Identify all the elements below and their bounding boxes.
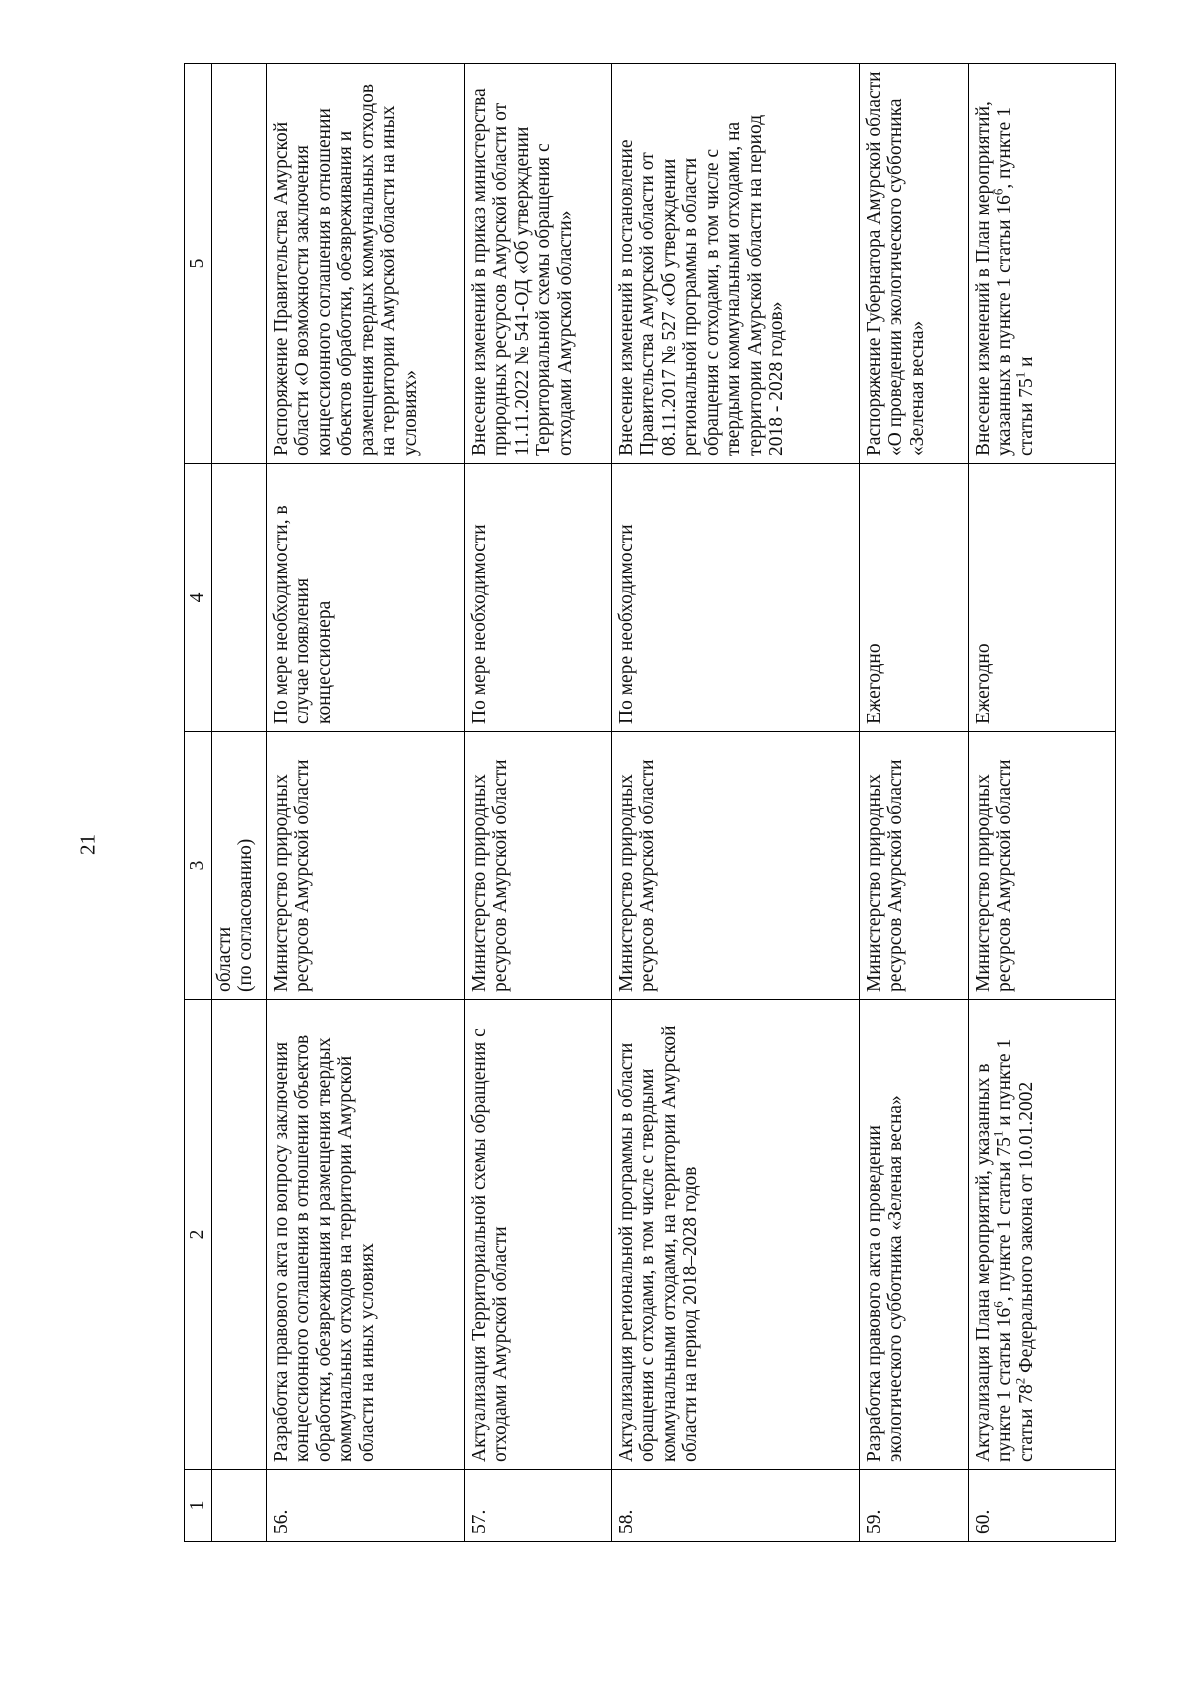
header-cell-5: 5 xyxy=(185,64,212,464)
row-action: Актуализация региональной программы в области обращения с отходами, в том числе с твердыми коммунальными отходами, на территории Амурской области на период 2018–2028 годов xyxy=(611,1000,859,1470)
action-text-4: Федерального закона от 10.01.2002 xyxy=(1015,1081,1037,1378)
row-term: По мере необходимости xyxy=(464,464,611,732)
row-action: Актуализация Территориальной схемы обращения с отходами Амурской области xyxy=(464,1000,611,1470)
row-executor: Министерство природных ресурсов Амурской области xyxy=(611,732,859,1000)
result-text-2: , пункте 1 статьи 75 xyxy=(994,107,1037,456)
action-sup-3: 2 xyxy=(1012,1377,1027,1385)
row-executor: Министерство природных ресурсов Амурской области xyxy=(968,732,1115,1000)
table-row xyxy=(611,64,859,1542)
row-result: Внесение изменений в постановление Правительства Амурской области от 08.11.2017 № 527 «Об утверждении региональной программы в области обращения с отходами, в том числе с твердыми коммунальными отходами, на территории Амурской области на период 2018 - 2028 годов» xyxy=(611,64,859,464)
row-term: Ежегодно xyxy=(968,464,1115,732)
row-action: Разработка правового акта о проведении экологического субботника «Зеленая весна» xyxy=(859,1000,968,1470)
result-text-3: и xyxy=(1015,356,1037,372)
header-cell-4: 4 xyxy=(185,464,212,732)
continuation-cell-1 xyxy=(211,1470,266,1542)
row-term: По мере необходимости xyxy=(611,464,859,732)
row-number: 57. xyxy=(464,1470,611,1542)
table-row xyxy=(968,64,1115,1542)
row-result: Распоряжение Губернатора Амурской области «О проведении экологического субботника «Зеленая весна» xyxy=(859,64,968,464)
continuation-cell-5 xyxy=(211,64,266,464)
row-action: Разработка правового акта по вопросу заключения концессионного соглашения в отношении объектов обработки, обезвреживания и размещения твердых коммунальных отходов на территории Амурской области на иных условиях xyxy=(266,1000,464,1470)
rotated-table-container xyxy=(184,64,1090,1542)
continuation-line-1: области xyxy=(213,926,235,992)
continuation-row xyxy=(211,64,266,1542)
row-term: Ежегодно xyxy=(859,464,968,732)
continuation-executor xyxy=(211,732,266,1000)
row-number: 58. xyxy=(611,1470,859,1542)
continuation-cell-2 xyxy=(211,1000,266,1470)
header-cell-2: 2 xyxy=(185,1000,212,1470)
header-cell-3: 3 xyxy=(185,732,212,1000)
action-text-3: и пункте 1 статьи 78 xyxy=(994,1038,1037,1462)
row-number: 59. xyxy=(859,1470,968,1542)
measures-table xyxy=(184,63,1116,1542)
table-row xyxy=(266,64,464,1542)
header-cell-1: 1 xyxy=(185,1470,212,1542)
action-text-2: , пункте 1 статьи 75 xyxy=(994,1137,1015,1302)
row-executor: Министерство природных ресурсов Амурской области xyxy=(859,732,968,1000)
row-term: По мере необходимости, в случае появления концессионера xyxy=(266,464,464,732)
row-executor: Министерство природных ресурсов Амурской области xyxy=(266,732,464,1000)
row-result: Распоряжение Правительства Амурской области «О возможности заключения концессионного соглашения в отношении объектов обработки, обезвреживания и размещения твердых коммунальных отходов на территории Амурской области на иных условиях» xyxy=(266,64,464,464)
continuation-cell-4 xyxy=(211,464,266,732)
row-action xyxy=(968,1000,1115,1470)
row-number: 56. xyxy=(266,1470,464,1542)
table-row xyxy=(464,64,611,1542)
result-sup-1: 6 xyxy=(990,188,1006,196)
action-sup-2: 1 xyxy=(990,1130,1006,1138)
row-result xyxy=(968,64,1115,464)
action-text-1: Актуализация Плана мероприятий, указанных в пункте 1 статьи 16 xyxy=(972,1063,1015,1462)
result-sup-2: 1 xyxy=(1012,371,1027,379)
row-result: Внесение изменений в приказ министерства природных ресурсов Амурской области от 11.11.2022 № 541-ОД «Об утверждении Территориальной схемы обращения с отходами Амурской области» xyxy=(464,64,611,464)
table-header-row xyxy=(185,64,212,1542)
row-number: 60. xyxy=(968,1470,1115,1542)
result-text-1: Внесение изменений в План мероприятий, указанных в пункте 1 статьи 16 xyxy=(972,101,1015,456)
action-sup-1: 6 xyxy=(990,1301,1006,1308)
row-executor: Министерство природных ресурсов Амурской области xyxy=(464,732,611,1000)
table-row xyxy=(859,64,968,1542)
continuation-line-2: (по согласованию) xyxy=(235,838,256,992)
page-number: 21 xyxy=(75,834,100,855)
